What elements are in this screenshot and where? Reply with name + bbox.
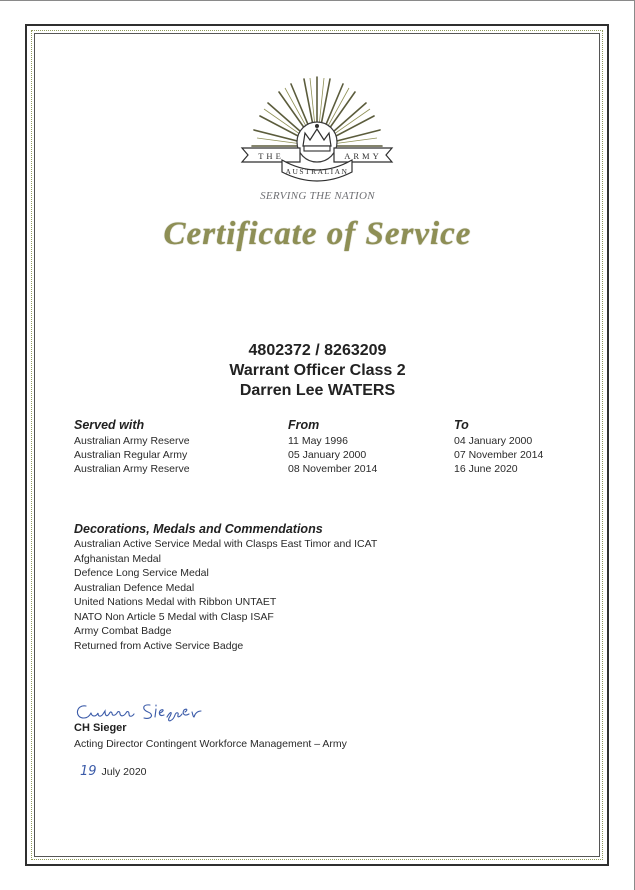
decoration-item: United Nations Medal with Ribbon UNTAET xyxy=(74,596,277,608)
decorations-list xyxy=(74,537,377,653)
to-column xyxy=(454,434,543,476)
decoration-item: Afghanistan Medal xyxy=(74,552,161,565)
emblem-word-australian: AUSTRALIAN xyxy=(285,167,349,176)
member-identity xyxy=(0,341,635,401)
certificate-title: Certificate of Service xyxy=(163,216,472,252)
signatory-title: Acting Director Contingent Workforce Management – Army xyxy=(74,738,347,750)
decoration-item: Returned from Active Service Badge xyxy=(74,639,244,652)
issue-date xyxy=(80,764,147,779)
decoration-item: Australian Active Service Medal with Clasps East Timor and ICAT xyxy=(74,538,378,550)
served-with-heading: Served with xyxy=(74,418,145,432)
member-rank: Warrant Officer Class 2 xyxy=(229,362,406,379)
service-to-date: 16 June 2020 xyxy=(454,463,518,475)
served-with-column xyxy=(74,434,190,476)
decorations-heading: Decorations, Medals and Commendations xyxy=(74,522,323,536)
issue-date-day: 19 xyxy=(80,764,97,779)
member-name: Darren Lee WATERS xyxy=(239,382,396,399)
service-unit: Australian Regular Army xyxy=(74,449,188,461)
service-unit: Australian Army Reserve xyxy=(74,435,190,447)
from-heading: From xyxy=(288,418,320,432)
service-from-date: 08 November 2014 xyxy=(288,463,378,475)
decoration-item: Australian Defence Medal xyxy=(74,581,195,594)
decoration-item: Army Combat Badge xyxy=(74,625,172,637)
service-unit: Australian Army Reserve xyxy=(74,463,190,475)
motto: SERVING THE NATION xyxy=(260,190,375,202)
emblem-word-the: THE xyxy=(258,151,284,161)
scan-edge xyxy=(0,0,635,1)
service-to-date: 04 January 2000 xyxy=(454,435,533,447)
decoration-item: Defence Long Service Medal xyxy=(74,567,209,579)
signatory-name: CH Sieger xyxy=(74,722,127,734)
issue-date-month-year: July 2020 xyxy=(101,766,147,778)
service-to-date: 07 November 2014 xyxy=(454,449,544,461)
rising-sun-badge-icon xyxy=(238,76,396,188)
service-numbers: 4802372 / 8263209 xyxy=(248,342,387,359)
emblem-word-army: ARMY xyxy=(344,151,382,161)
service-from-date: 05 January 2000 xyxy=(288,449,367,461)
decoration-item: NATO Non Article 5 Medal with Clasp ISAF xyxy=(74,610,274,623)
to-heading: To xyxy=(454,418,469,432)
service-from-date: 11 May 1996 xyxy=(288,435,348,447)
from-column xyxy=(288,434,377,476)
